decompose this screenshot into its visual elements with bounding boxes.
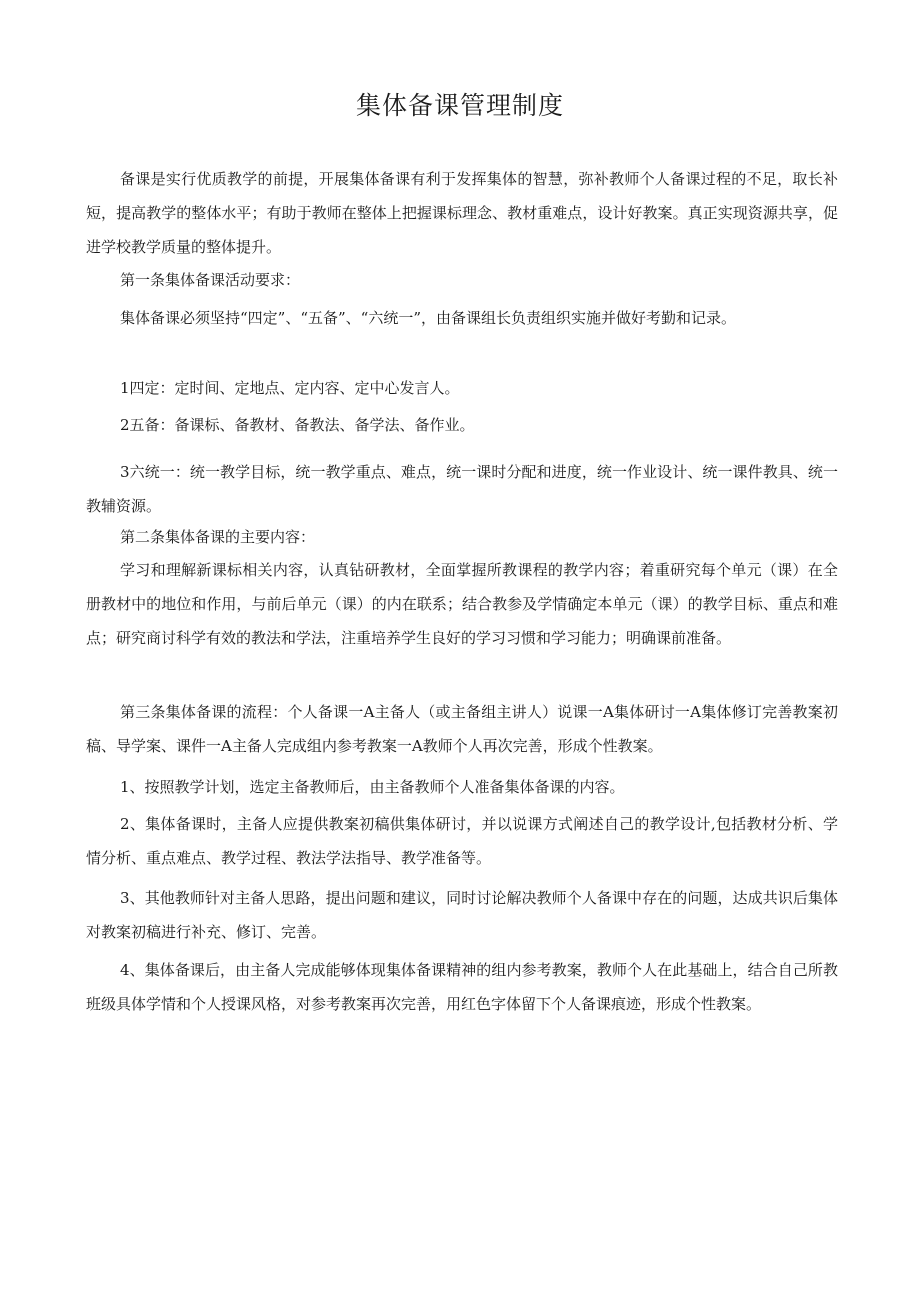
paragraph-step-3: 3、其他教师针对主备人思路，提出问题和建议，同时讨论解决教师个人备课中存在的问题，达成共识后集体对教案初稿进行补充、修订、完善。	[86, 889, 838, 941]
paragraph-five-prepare: 2五备：备课标、备教材、备教法、备学法、备作业。	[120, 416, 475, 434]
paragraph-article-3-flow: 第三条集体备课的流程：个人备课一A主备人（或主备组主讲人）说课一A集体研讨一A集体修订完善教案初稿、导学案、课件一A主备人完成组内参考教案一A教师个人再次完善，形成个性教案。	[86, 703, 838, 755]
paragraph-step-4: 4、集体备课后，由主备人完成能够体现集体备课精神的组内参考教案，教师个人在此基础上，结合自己所教班级具体学情和个人授课风格，对参考教案再次完善，用红色字体留下个人备课痕迹，形成个性教案。	[86, 961, 838, 1013]
paragraph-article-2-heading: 第二条集体备课的主要内容：	[120, 528, 316, 546]
paragraph-step-1: 1、按照教学计划，选定主备教师后，由主备教师个人准备集体备课的内容。	[120, 778, 625, 796]
paragraph-article-1-heading: 第一条集体备课活动要求：	[120, 271, 301, 289]
paragraph-step-2: 2、集体备课时，主备人应提供教案初稿供集体研讨，并以说课方式阐述自己的教学设计,包括教材分析、学情分析、重点难点、教学过程、教法学法指导、教学准备等。	[86, 815, 838, 867]
paragraph-four-fixed: 1四定：定时间、定地点、定内容、定中心发言人。	[120, 379, 460, 397]
paragraph-article-1-body: 集体备课必须坚持“四定”、“五备”、“六统一”，由备课组长负责组织实施并做好考勤和记录。	[120, 309, 737, 327]
paragraph-intro: 备课是实行优质教学的前提，开展集体备课有利于发挥集体的智慧，弥补教师个人备课过程的不足，取长补短，提高教学的整体水平；有助于教师在整体上把握课标理念、教材重难点，设计好教案。真正实现资源共享，促进学校教学质量的整体提升。	[86, 170, 838, 256]
paragraph-article-2-body: 学习和理解新课标相关内容，认真钻研教材，全面掌握所教课程的教学内容；着重研究每个单元（课）在全册教材中的地位和作用，与前后单元（课）的内在联系；结合教参及学情确定本单元（课）的教学目标、重点和难点；研究商讨科学有效的教法和学法，注重培养学生良好的学习习惯和学习能力；明确课前准备。	[86, 561, 838, 647]
document-title: 集体备课管理制度	[355, 91, 564, 120]
paragraph-six-unify: 3六统一：统一教学目标，统一教学重点、难点，统一课时分配和进度，统一作业设计、统一课件教具、统一教辅资源。	[86, 463, 838, 515]
